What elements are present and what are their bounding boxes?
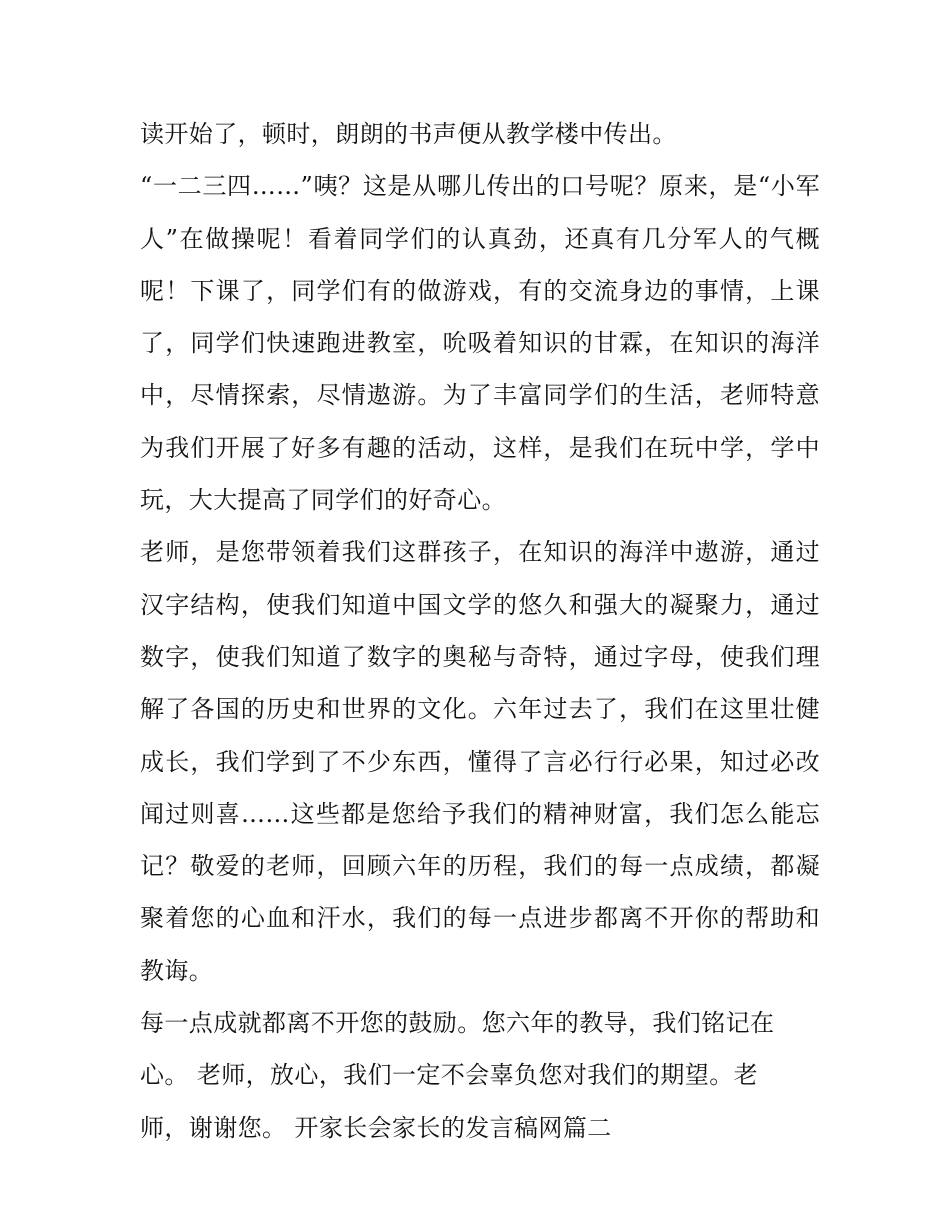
text-line: 聚着您的心血和汗水，我们的每一点进步都离不开你的帮助和 — [140, 904, 820, 933]
text-line: 教诲。 — [140, 956, 214, 985]
text-line: 呢！下课了，同学们有的做游戏，有的交流身边的事情，上课 — [140, 276, 820, 305]
text-line: 为我们开展了好多有趣的活动，这样，是我们在玩中学，学中 — [140, 433, 820, 462]
body-text — [140, 108, 820, 1154]
text-line: 老师，是您带领着我们这群孩子，在知识的海洋中遨游，通过 — [140, 538, 820, 567]
text-line: 汉字结构，使我们知道中国文学的悠久和强大的凝聚力，通过 — [140, 590, 820, 619]
text-line: 玩，大大提高了同学们的好奇心。 — [140, 486, 506, 515]
text-line: 记？敬爱的老师，回顾六年的历程，我们的每一点成绩，都凝 — [140, 852, 820, 881]
text-line: 每一点成就都离不开您的鼓励。您六年的教导，我们铭记在 — [140, 1009, 775, 1038]
text-line: 成长，我们学到了不少东西，懂得了言必行行必果，知过必改 — [140, 747, 820, 776]
text-line: 数字，使我们知道了数字的奥秘与奇特，通过字母，使我们理 — [140, 642, 820, 671]
text-line: 闻过则喜……这些都是您给予我们的精神财富，我们怎么能忘 — [140, 799, 820, 828]
text-line: 读开始了，顿时，朗朗的书声便从教学楼中传出。 — [140, 120, 677, 148]
text-line: 中，尽情探索，尽情遨游。为了丰富同学们的生活，老师特意 — [140, 381, 820, 410]
text-line: 了，同学们快速跑进教室，吮吸着知识的甘霖，在知识的海洋 — [140, 329, 820, 358]
text-line: 解了各国的历史和世界的文化。六年过去了，我们在这里壮健 — [140, 695, 820, 724]
text-line: 人”在做操呢！看着同学们的认真劲，还真有几分军人的气概 — [140, 224, 820, 253]
text-line: 心。 老师，放心，我们一定不会辜负您对我们的期望。老 — [140, 1061, 759, 1090]
text-line: 师，谢谢您。 开家长会家长的发言稿网篇二 — [140, 1113, 612, 1142]
text-line: “一二三四……”咦？这是从哪儿传出的口号呢？原来，是“小军 — [140, 172, 820, 201]
